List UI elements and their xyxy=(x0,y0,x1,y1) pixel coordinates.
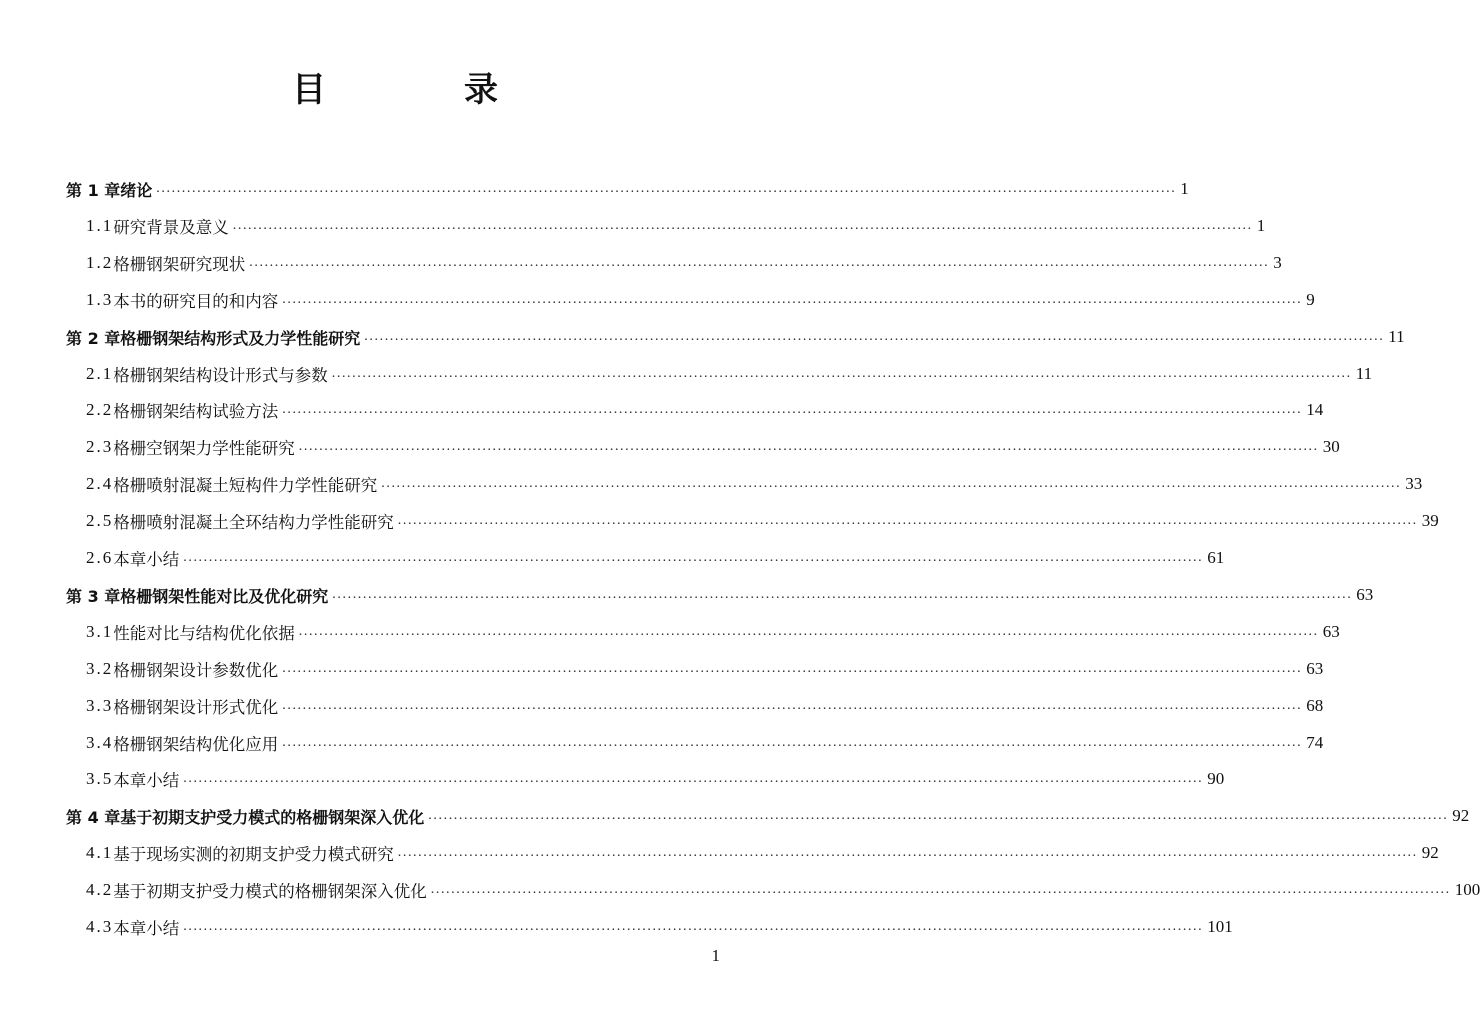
toc-entry-page: 11 xyxy=(1355,364,1373,383)
toc-entry-title: 格栅钢架研究现状 xyxy=(113,255,246,274)
toc-entry-page: 92 xyxy=(1452,806,1470,825)
toc-leader-dots: ........................................................................................................................................................................................................ xyxy=(156,181,1177,196)
toc-entry-page: 63 xyxy=(1356,585,1374,604)
toc-leader-dots: ........................................................................................................................................................................................................ xyxy=(183,771,1204,786)
toc-leader-dots: ........................................................................................................................................................................................................ xyxy=(232,218,1253,233)
toc-section-entry xyxy=(86,469,1423,499)
toc-section-entry xyxy=(86,654,1324,684)
toc-entry-number: 4.1 xyxy=(86,843,114,862)
toc-leader-dots: ........................................................................................................................................................................................................ xyxy=(430,882,1451,897)
page-number: 1 xyxy=(711,946,720,965)
toc-section-entry xyxy=(86,728,1324,758)
toc-entry-page: 63 xyxy=(1306,659,1324,678)
toc-entry-page: 1 xyxy=(1256,216,1266,235)
toc-entry-number: 第 2 章 xyxy=(66,328,121,348)
toc-entry-number: 1.2 xyxy=(86,253,114,272)
toc-leader-dots: ........................................................................................................................................................................................................ xyxy=(397,513,1418,528)
toc-entry-page: 11 xyxy=(1388,327,1405,346)
toc-entry-title: 格栅空钢架力学性能研究 xyxy=(113,439,295,458)
toc-leader-dots: ........................................................................................................................................................................................................ xyxy=(364,329,1385,344)
toc-section-entry xyxy=(86,838,1439,868)
toc-entry-number: 1.1 xyxy=(86,216,114,235)
toc-entry-page: 14 xyxy=(1306,400,1324,419)
toc-entry-title: 本章小结 xyxy=(113,771,180,790)
toc-entry-number: 3.5 xyxy=(86,769,114,788)
toc-leader-dots: ........................................................................................................................................................................................................ xyxy=(282,735,1303,750)
toc-entry-page: 90 xyxy=(1207,769,1225,788)
toc-entry-number: 2.5 xyxy=(86,511,114,530)
toc-entry-title: 格栅钢架设计参数优化 xyxy=(113,661,279,680)
toc-section-entry xyxy=(86,875,1480,905)
toc-entry-page: 3 xyxy=(1273,253,1282,272)
toc-entry-title: 绪论 xyxy=(120,180,153,200)
toc-entry-number: 3.1 xyxy=(86,622,114,641)
toc-entry-title: 本书的研究目的和内容 xyxy=(113,292,279,311)
toc-entry-page: 30 xyxy=(1322,437,1340,456)
toc-section-entry xyxy=(86,617,1340,647)
toc-section-entry xyxy=(86,359,1373,389)
toc-entry-title: 性能对比与结构优化依据 xyxy=(113,624,295,643)
toc-section-entry xyxy=(86,432,1340,462)
toc-chapter-entry xyxy=(66,801,1470,831)
page-title: 目 录 xyxy=(292,70,550,110)
toc-entry-number: 第 1 章 xyxy=(66,180,121,200)
toc-entry-number: 3.3 xyxy=(86,696,114,715)
toc-section-entry xyxy=(86,543,1225,573)
toc-entry-number: 4.3 xyxy=(86,917,114,936)
toc-entry-number: 第 4 章 xyxy=(66,807,121,827)
toc-section-entry xyxy=(86,285,1315,315)
toc-entry-page: 74 xyxy=(1306,733,1324,752)
toc-chapter-entry xyxy=(66,322,1405,352)
toc-entry-page: 39 xyxy=(1421,511,1439,530)
toc-entry-title: 研究背景及意义 xyxy=(113,218,229,237)
toc-section-entry xyxy=(86,211,1266,241)
toc-chapter-entry xyxy=(66,174,1189,204)
toc-leader-dots: ........................................................................................................................................................................................................ xyxy=(298,624,1319,639)
toc-leader-dots: ........................................................................................................................................................................................................ xyxy=(183,919,1204,934)
toc-entry-title: 本章小结 xyxy=(113,919,180,938)
toc-entry-title: 格栅钢架设计形式优化 xyxy=(113,698,279,717)
toc-leader-dots: ........................................................................................................................................................................................................ xyxy=(183,550,1204,565)
toc-entry-number: 3.4 xyxy=(86,733,114,752)
toc-leader-dots: ........................................................................................................................................................................................................ xyxy=(282,292,1303,307)
toc-section-entry xyxy=(86,395,1324,425)
toc-leader-dots: ........................................................................................................................................................................................................ xyxy=(428,808,1449,823)
toc-entry-number: 2.6 xyxy=(86,548,114,567)
toc-entry-title: 格栅钢架性能对比及优化研究 xyxy=(120,586,329,606)
toc-entry-page: 100 xyxy=(1454,880,1480,899)
toc-leader-dots: ........................................................................................................................................................................................................ xyxy=(282,698,1303,713)
toc-entry-page: 61 xyxy=(1207,548,1225,567)
toc-entry-number: 2.1 xyxy=(86,364,114,383)
toc-leader-dots: ........................................................................................................................................................................................................ xyxy=(282,402,1303,417)
toc-entry-title: 格栅钢架结构形式及力学性能研究 xyxy=(120,328,361,348)
toc-leader-dots: ........................................................................................................................................................................................................ xyxy=(331,366,1352,381)
toc-entry-title: 格栅钢架结构试验方法 xyxy=(113,402,279,421)
toc-entry-title: 基于现场实测的初期支护受力模式研究 xyxy=(113,845,394,864)
toc-entry-number: 1.3 xyxy=(86,290,114,309)
toc-leader-dots: ........................................................................................................................................................................................................ xyxy=(397,845,1418,860)
toc-entry-number: 第 3 章 xyxy=(66,586,121,606)
toc-entry-page: 33 xyxy=(1405,474,1423,493)
toc-leader-dots: ........................................................................................................................................................................................................ xyxy=(381,476,1402,491)
toc-leader-dots: ........................................................................................................................................................................................................ xyxy=(282,661,1303,676)
toc-entry-number: 4.2 xyxy=(86,880,114,899)
toc-entry-page: 1 xyxy=(1180,179,1189,198)
toc-entry-title: 基于初期支护受力模式的格栅钢架深入优化 xyxy=(113,882,427,901)
toc-section-entry xyxy=(86,912,1233,942)
toc-entry-number: 3.2 xyxy=(86,659,114,678)
toc-entry-title: 基于初期支护受力模式的格栅钢架深入优化 xyxy=(120,807,425,827)
toc-leader-dots: ........................................................................................................................................................................................................ xyxy=(249,255,1270,270)
toc-entry-title: 格栅钢架结构优化应用 xyxy=(113,735,279,754)
toc-section-entry xyxy=(86,764,1225,794)
toc-entry-page: 92 xyxy=(1421,843,1439,862)
toc-chapter-entry xyxy=(66,580,1374,610)
toc-section-entry xyxy=(86,691,1324,721)
toc-section-entry xyxy=(86,506,1439,536)
toc-entry-title: 格栅钢架结构设计形式与参数 xyxy=(113,366,328,385)
toc-entry-title: 本章小结 xyxy=(113,550,180,569)
toc-leader-dots: ........................................................................................................................................................................................................ xyxy=(332,587,1353,602)
toc-leader-dots: ........................................................................................................................................................................................................ xyxy=(298,439,1319,454)
toc-entry-number: 2.2 xyxy=(86,400,114,419)
toc-entry-title: 格栅喷射混凝土短构件力学性能研究 xyxy=(113,476,378,495)
toc-entry-number: 2.4 xyxy=(86,474,114,493)
toc-entry-page: 68 xyxy=(1306,696,1324,715)
toc-entry-title: 格栅喷射混凝土全环结构力学性能研究 xyxy=(113,513,394,532)
toc-entry-page: 9 xyxy=(1306,290,1315,309)
toc-section-entry xyxy=(86,248,1282,278)
toc-entry-page: 101 xyxy=(1207,917,1233,936)
toc-entry-number: 2.3 xyxy=(86,437,114,456)
toc-entry-page: 63 xyxy=(1322,622,1340,641)
